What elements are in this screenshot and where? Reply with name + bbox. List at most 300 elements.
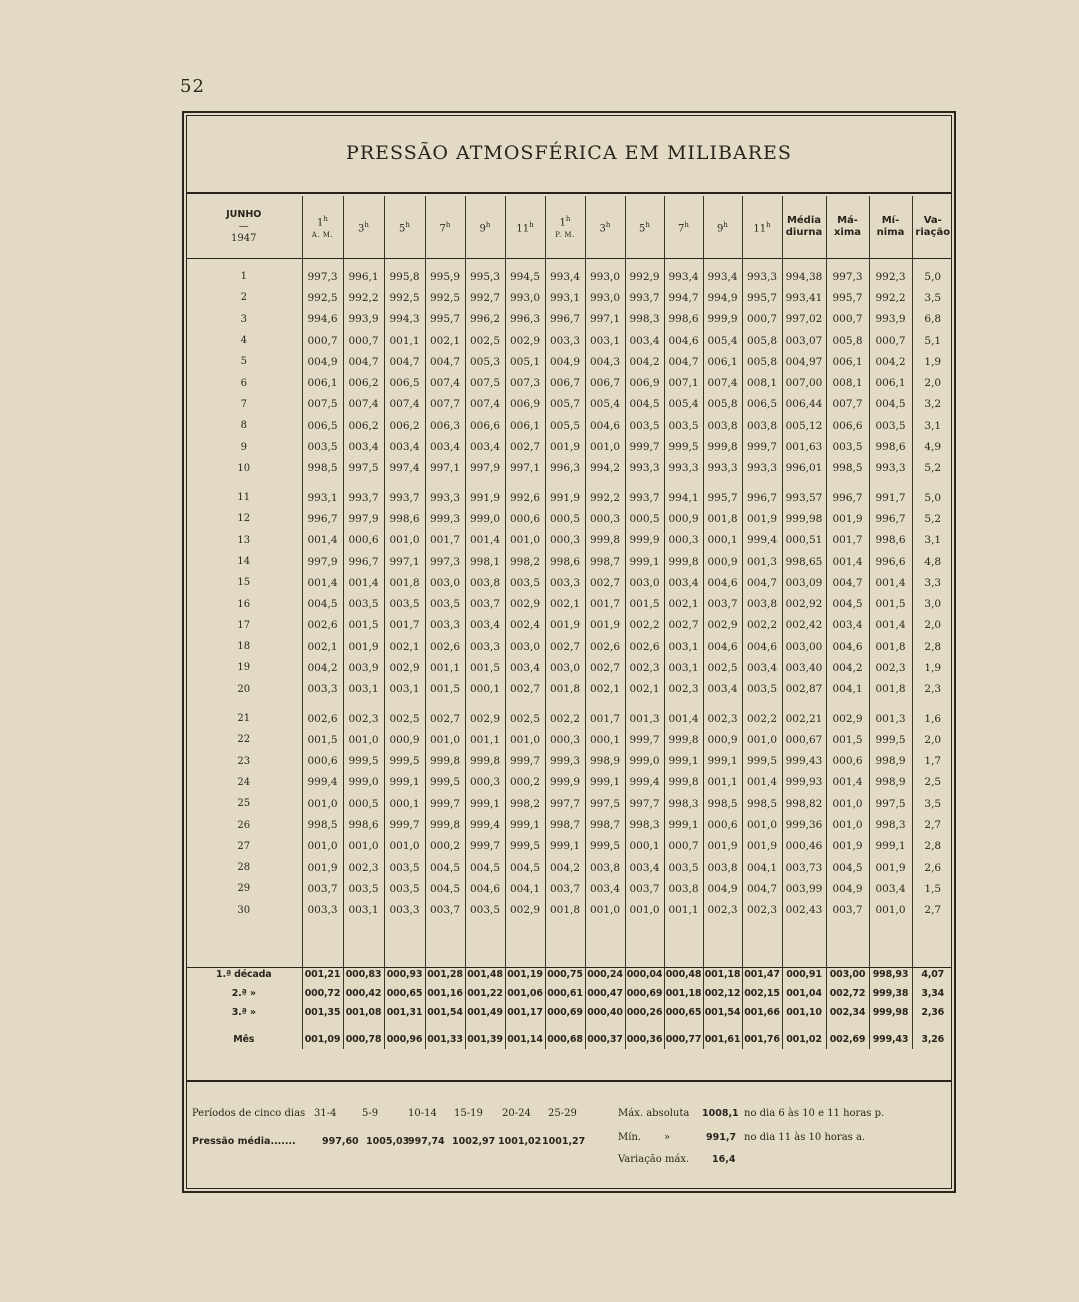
spacer-cell [625, 479, 664, 487]
spacer-cell [505, 1022, 545, 1030]
value-cell: 003,73 [782, 857, 826, 878]
spacer-cell [585, 700, 625, 708]
value-cell: 003,4 [425, 436, 465, 457]
value-cell: 999,8 [664, 551, 703, 572]
period-pressure: 1005,03 [366, 1136, 410, 1147]
value-cell: 002,3 [343, 708, 384, 729]
value-cell: 004,6 [664, 330, 703, 351]
spacer-cell [302, 479, 343, 487]
value-cell: 000,9 [703, 551, 742, 572]
value-cell: 003,8 [742, 593, 782, 614]
summary-cell: 000,68 [545, 1030, 585, 1049]
summary-cell: 003,00 [826, 965, 869, 984]
value-cell: 996,7 [826, 487, 869, 508]
value-cell: 001,4 [869, 572, 912, 593]
day-number: 20 [237, 683, 251, 695]
value-cell: 993,9 [869, 309, 912, 330]
hour-mark: h [323, 214, 328, 223]
spacer-cell [585, 479, 625, 487]
value-cell: 003,1 [585, 330, 625, 351]
value-cell: 004,7 [384, 351, 425, 372]
summary-cell: 002,69 [826, 1030, 869, 1049]
value-cell: 998,3 [625, 309, 664, 330]
value-cell: 006,2 [343, 415, 384, 436]
period-pressure: 1002,97 [452, 1136, 496, 1147]
value-cell: 002,7 [585, 572, 625, 593]
spacer-cell [343, 258, 384, 266]
value-cell: 002,9 [703, 615, 742, 636]
value-cell: 006,6 [465, 415, 505, 436]
spacer-cell [585, 258, 625, 266]
value-cell: 999,3 [545, 751, 585, 772]
var-value: 16,4 [712, 1154, 736, 1165]
value-cell: 002,3 [703, 708, 742, 729]
day-number: 28 [237, 862, 251, 874]
spacer-cell [425, 479, 465, 487]
value-cell: 000,9 [384, 729, 425, 750]
value-cell: 001,9 [869, 857, 912, 878]
value-cell: 001,4 [465, 530, 505, 551]
value-cell: 002,6 [625, 636, 664, 657]
value-cell: 999,4 [625, 772, 664, 793]
summary-cell: 001,21 [302, 965, 343, 984]
spacer-cell [782, 479, 826, 487]
value-cell: 999,8 [425, 814, 465, 835]
summary-cell: 999,98 [869, 1003, 912, 1022]
value-cell: 005,8 [742, 330, 782, 351]
summary-label: 1.ª década [216, 968, 272, 980]
value-cell: 003,3 [425, 615, 465, 636]
value-cell: 992,2 [585, 487, 625, 508]
table-row [186, 878, 953, 899]
value-cell: 004,6 [465, 878, 505, 899]
value-cell: 999,5 [664, 436, 703, 457]
summary-cell: 000,47 [585, 984, 625, 1003]
header-dash: — [238, 221, 249, 232]
value-cell: 002,3 [703, 900, 742, 921]
value-cell: 991,9 [465, 487, 505, 508]
value-cell: 002,1 [425, 330, 465, 351]
summary-cell: 000,42 [343, 984, 384, 1003]
value-cell: 001,1 [664, 900, 703, 921]
value-cell: 997,5 [343, 458, 384, 479]
value-cell: 000,1 [384, 793, 425, 814]
value-cell: 002,5 [703, 657, 742, 678]
summary-cell: 001,33 [425, 1030, 465, 1049]
value-cell: 999,5 [585, 836, 625, 857]
spacer-cell [302, 1022, 343, 1030]
hour-number: 9 [717, 223, 724, 235]
value-cell: 003,5 [384, 593, 425, 614]
day-number: 27 [237, 840, 251, 852]
spacer-cell [425, 921, 465, 965]
value-cell: 993,9 [343, 309, 384, 330]
header-month [186, 196, 302, 258]
value-cell: 002,2 [742, 615, 782, 636]
value-cell: 997,9 [302, 551, 343, 572]
summary-cell: 002,12 [703, 984, 742, 1003]
value-cell: 2,7 [912, 814, 953, 835]
value-cell: 001,0 [585, 436, 625, 457]
spacer-cell [625, 1022, 664, 1030]
value-cell: 001,0 [384, 530, 425, 551]
spacer-cell [742, 258, 782, 266]
value-cell: 993,57 [782, 487, 826, 508]
value-cell: 998,6 [545, 551, 585, 572]
table-row [186, 415, 953, 436]
value-cell: 2,0 [912, 372, 953, 393]
value-cell: 992,2 [869, 287, 912, 308]
value-cell: 999,1 [703, 751, 742, 772]
value-cell: 006,7 [545, 372, 585, 393]
value-cell: 003,8 [465, 572, 505, 593]
value-cell: 003,7 [625, 878, 664, 899]
summary-cell: 001,47 [742, 965, 782, 984]
table-row [186, 330, 953, 351]
value-cell: 992,2 [343, 287, 384, 308]
value-cell: 001,1 [384, 330, 425, 351]
summary-cell: 000,83 [343, 965, 384, 984]
hour-mark: h [645, 220, 650, 229]
value-cell: 002,43 [782, 900, 826, 921]
value-cell: 992,7 [465, 287, 505, 308]
title-divider [186, 192, 952, 194]
summary-row [186, 984, 953, 1003]
value-cell: 996,3 [505, 309, 545, 330]
value-cell: 998,7 [585, 551, 625, 572]
value-cell: 998,82 [782, 793, 826, 814]
day-number: 19 [237, 662, 251, 674]
spacer-cell [343, 921, 384, 965]
summary-cell: 001,31 [384, 1003, 425, 1022]
value-cell: 002,7 [585, 657, 625, 678]
summary-cell: 000,96 [384, 1030, 425, 1049]
value-cell: 003,7 [302, 878, 343, 899]
value-cell: 002,9 [465, 708, 505, 729]
value-cell: 004,9 [826, 878, 869, 899]
spacer-cell [664, 479, 703, 487]
spacer-cell [343, 479, 384, 487]
day-number: 13 [237, 534, 251, 546]
value-cell: 001,7 [425, 530, 465, 551]
value-cell: 997,02 [782, 309, 826, 330]
spacer-cell [505, 479, 545, 487]
value-cell: 003,5 [302, 436, 343, 457]
value-cell: 996,01 [782, 458, 826, 479]
day-number: 30 [237, 904, 251, 916]
table-row [186, 309, 953, 330]
hour-mark: h [405, 220, 410, 229]
value-cell: 002,6 [585, 636, 625, 657]
value-cell: 003,0 [545, 657, 585, 678]
spacer-cell [585, 1022, 625, 1030]
value-cell: 002,1 [625, 679, 664, 700]
value-cell: 996,7 [545, 309, 585, 330]
summary-cell: 4,07 [912, 965, 953, 984]
value-cell: 998,5 [703, 793, 742, 814]
spacer-cell [664, 700, 703, 708]
value-cell: 003,40 [782, 657, 826, 678]
summary-cell: 000,65 [384, 984, 425, 1003]
value-cell: 006,5 [742, 394, 782, 415]
value-cell: 993,1 [302, 487, 343, 508]
value-cell: 000,3 [545, 729, 585, 750]
day-number: 24 [237, 776, 251, 788]
table-row [186, 487, 953, 508]
header-hour-8 [585, 196, 625, 258]
spacer-cell [703, 258, 742, 266]
summary-cell: 3,26 [912, 1030, 953, 1049]
value-cell: 999,1 [384, 772, 425, 793]
value-cell: 001,4 [869, 615, 912, 636]
hour-mark: h [445, 220, 451, 229]
spacer-cell [302, 921, 343, 965]
spacer-row [186, 479, 953, 487]
value-cell: 001,4 [742, 772, 782, 793]
value-cell: 993,0 [505, 287, 545, 308]
value-cell: 002,6 [302, 615, 343, 636]
value-cell: 1,9 [912, 351, 953, 372]
value-cell: 999,7 [505, 751, 545, 772]
value-cell: 001,9 [826, 508, 869, 529]
value-cell: 001,4 [826, 772, 869, 793]
value-cell: 999,1 [585, 772, 625, 793]
value-cell: 995,7 [425, 309, 465, 330]
summary-cell: 001,49 [465, 1003, 505, 1022]
value-cell: 003,5 [869, 415, 912, 436]
value-cell: 001,7 [585, 708, 625, 729]
value-cell: 001,9 [545, 436, 585, 457]
summary-cell: 001,06 [505, 984, 545, 1003]
value-cell: 994,3 [384, 309, 425, 330]
spacer-cell [505, 700, 545, 708]
hour-number: 11 [753, 223, 767, 235]
page-number: 52 [180, 76, 205, 97]
value-cell: 003,5 [384, 878, 425, 899]
summary-cell: 000,40 [585, 1003, 625, 1022]
header-hour-11 [703, 196, 742, 258]
value-cell: 003,00 [782, 636, 826, 657]
pressure-label: Pressão média....... [192, 1136, 296, 1147]
value-cell: 002,3 [664, 679, 703, 700]
value-cell: 999,1 [505, 814, 545, 835]
value-cell: 003,7 [826, 900, 869, 921]
spacer-cell [465, 921, 505, 965]
value-cell: 997,3 [302, 266, 343, 287]
value-cell: 000,1 [625, 836, 664, 857]
value-cell: 998,5 [302, 814, 343, 835]
summary-cell: 002,15 [742, 984, 782, 1003]
value-cell: 003,7 [545, 878, 585, 899]
value-cell: 000,1 [703, 530, 742, 551]
day-number: 25 [237, 798, 251, 810]
spacer-cell [869, 479, 912, 487]
value-cell: 1,9 [912, 657, 953, 678]
spacer-cell [186, 700, 302, 708]
value-cell: 004,6 [703, 636, 742, 657]
value-cell: 002,42 [782, 615, 826, 636]
value-cell: 993,3 [425, 487, 465, 508]
value-cell: 999,7 [742, 436, 782, 457]
value-cell: 003,7 [703, 593, 742, 614]
header-media-diurna [782, 196, 826, 258]
value-cell: 001,0 [505, 530, 545, 551]
value-cell: 001,0 [826, 793, 869, 814]
value-cell: 003,1 [343, 900, 384, 921]
value-cell: 003,5 [664, 857, 703, 878]
value-cell: 003,4 [505, 657, 545, 678]
table-row [186, 394, 953, 415]
hour-number: 5 [639, 223, 646, 235]
value-cell: 001,0 [302, 793, 343, 814]
value-cell: 1,7 [912, 751, 953, 772]
hour-mark: h [485, 220, 491, 229]
period-pressure: 997,60 [322, 1136, 359, 1147]
value-cell: 001,5 [869, 593, 912, 614]
value-cell: 2,7 [912, 900, 953, 921]
value-cell: 003,1 [664, 636, 703, 657]
value-cell: 2,0 [912, 729, 953, 750]
hour-number: 1 [559, 217, 566, 229]
spacer-cell [664, 1022, 703, 1030]
value-cell: 001,9 [826, 836, 869, 857]
value-cell: 1,6 [912, 708, 953, 729]
value-cell: 006,3 [425, 415, 465, 436]
table-row [186, 458, 953, 479]
value-cell: 005,4 [703, 330, 742, 351]
value-cell: 003,3 [545, 572, 585, 593]
spacer-cell [742, 921, 782, 965]
value-cell: 003,0 [625, 572, 664, 593]
spacer-cell [425, 1022, 465, 1030]
spacer-cell [826, 1022, 869, 1030]
value-cell: 003,8 [742, 415, 782, 436]
value-cell: 000,1 [585, 729, 625, 750]
value-cell: 002,2 [545, 708, 585, 729]
value-cell: 004,5 [302, 593, 343, 614]
header-year: 1947 [231, 233, 257, 244]
table-row [186, 551, 953, 572]
value-cell: 003,8 [703, 415, 742, 436]
value-cell: 000,7 [826, 309, 869, 330]
summary-cell: 001,54 [425, 1003, 465, 1022]
value-cell: 008,1 [826, 372, 869, 393]
value-cell: 003,5 [343, 878, 384, 899]
value-cell: 000,3 [465, 772, 505, 793]
value-cell: 999,93 [782, 772, 826, 793]
spacer-cell [625, 258, 664, 266]
value-cell: 005,4 [664, 394, 703, 415]
value-cell: 004,2 [545, 857, 585, 878]
header-hour-5 [465, 196, 505, 258]
value-cell: 001,8 [869, 679, 912, 700]
value-cell: 999,1 [545, 836, 585, 857]
value-cell: 997,4 [384, 458, 425, 479]
spacer-cell [465, 1022, 505, 1030]
spacer-cell [545, 258, 585, 266]
value-cell: 000,7 [869, 330, 912, 351]
value-cell: 003,5 [343, 593, 384, 614]
value-cell: 999,8 [585, 530, 625, 551]
value-cell: 993,3 [664, 458, 703, 479]
value-cell: 004,5 [625, 394, 664, 415]
value-cell: 003,8 [664, 878, 703, 899]
value-cell: 991,7 [869, 487, 912, 508]
value-cell: 004,9 [545, 351, 585, 372]
value-cell: 998,3 [664, 793, 703, 814]
summary-cell: 000,69 [545, 1003, 585, 1022]
header-row [186, 196, 953, 258]
hour-mark: h [565, 214, 571, 223]
hour-number: 11 [516, 223, 530, 235]
summary-row [186, 1030, 953, 1049]
value-cell: 998,1 [465, 551, 505, 572]
value-cell: 999,5 [505, 836, 545, 857]
header-hour-9 [625, 196, 664, 258]
header-variacao-line1: Va- [923, 215, 942, 226]
value-cell: 002,9 [505, 900, 545, 921]
value-cell: 003,4 [465, 436, 505, 457]
value-cell: 993,0 [585, 266, 625, 287]
value-cell: 006,1 [826, 351, 869, 372]
value-cell: 002,3 [343, 857, 384, 878]
summary-label: 3.ª » [231, 1006, 256, 1018]
summary-cell: 998,93 [869, 965, 912, 984]
day-number: 3 [240, 313, 247, 325]
value-cell: 996,6 [869, 551, 912, 572]
value-cell: 999,5 [869, 729, 912, 750]
value-cell: 005,8 [742, 351, 782, 372]
day-number: 11 [237, 492, 251, 504]
hour-mark: h [684, 220, 689, 229]
value-cell: 994,2 [585, 458, 625, 479]
value-cell: 003,1 [384, 679, 425, 700]
value-cell: 998,5 [826, 458, 869, 479]
spacer-cell [826, 479, 869, 487]
value-cell: 001,0 [742, 814, 782, 835]
value-cell: 996,3 [545, 458, 585, 479]
value-cell: 993,7 [384, 487, 425, 508]
max-value: 1008,1 [702, 1108, 739, 1119]
summary-cell: 002,34 [826, 1003, 869, 1022]
value-cell: 003,4 [384, 436, 425, 457]
summary-cell: 001,76 [742, 1030, 782, 1049]
value-cell: 996,2 [465, 309, 505, 330]
period-pressure: 1001,27 [542, 1136, 586, 1147]
value-cell: 004,6 [826, 636, 869, 657]
value-cell: 001,4 [664, 708, 703, 729]
value-cell: 000,6 [826, 751, 869, 772]
value-cell: 005,12 [782, 415, 826, 436]
summary-cell: 000,37 [585, 1030, 625, 1049]
value-cell: 001,5 [425, 679, 465, 700]
value-cell: 998,2 [505, 551, 545, 572]
summary-cell: 000,48 [664, 965, 703, 984]
header-month-label: JUNHO [226, 209, 262, 220]
header-minima-line1: Mí- [881, 215, 900, 226]
value-cell: 002,5 [465, 330, 505, 351]
spacer-cell [585, 921, 625, 965]
value-cell: 001,9 [742, 836, 782, 857]
table-row [186, 793, 953, 814]
value-cell: 001,7 [826, 530, 869, 551]
value-cell: 000,7 [302, 330, 343, 351]
day-number: 10 [237, 462, 251, 474]
value-cell: 999,1 [625, 551, 664, 572]
value-cell: 004,6 [585, 415, 625, 436]
value-cell: 007,00 [782, 372, 826, 393]
summary-cell: 001,61 [703, 1030, 742, 1049]
